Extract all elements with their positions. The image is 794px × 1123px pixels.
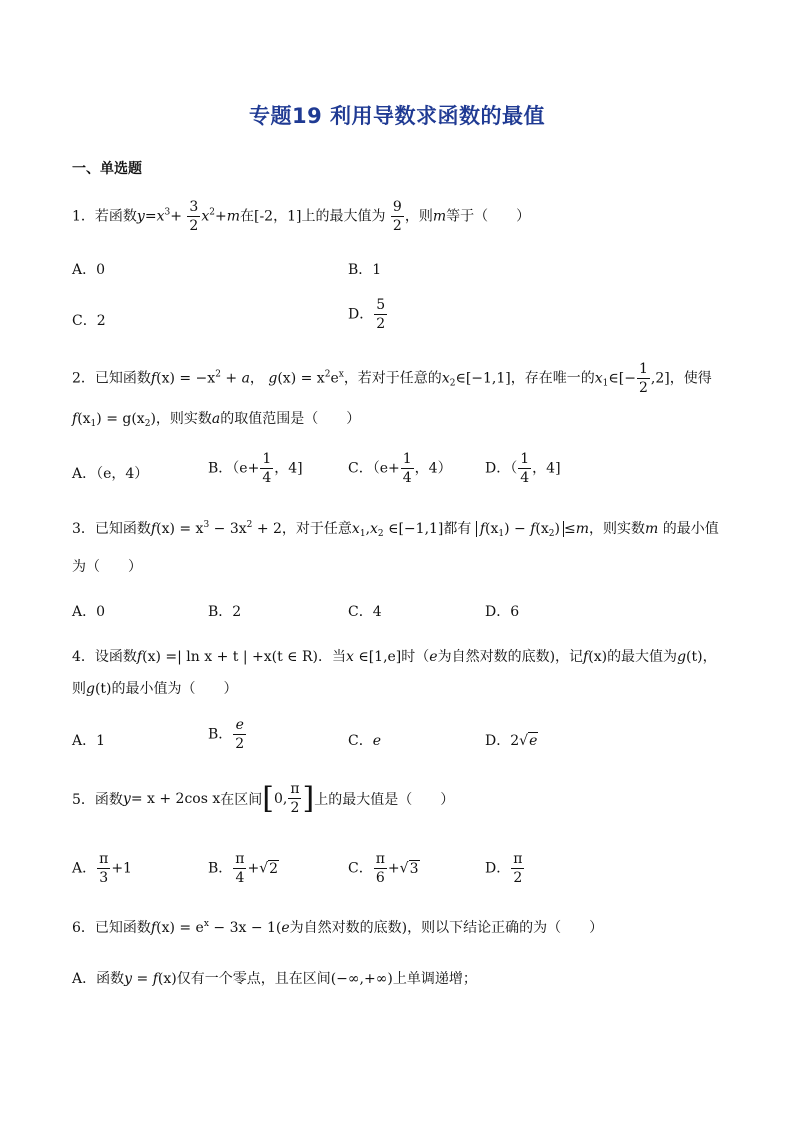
fraction: $\frac{3}{2}$	[189, 199, 199, 234]
question-4-line-2: 则g(t)的最小值为（ ）	[72, 681, 238, 697]
q1-option-b: B．1	[348, 262, 382, 278]
question-5: 5．函数 y = x + 2cos x 在区间 [ 0, $\frac{\pi}{2}$ ] 上的最大值是（ ）	[72, 780, 455, 816]
q5-option-d: D． $\frac{\pi}{2}$	[485, 851, 523, 886]
q5-option-a: A． $\frac{\pi}{3}$ +1	[72, 851, 132, 886]
q6-option-a: A．函数y = f(x)仅有一个零点，且在区间(−∞,+∞)上单调递增；	[72, 971, 477, 987]
question-3-line-1: 3．已知函数$f(x) = x^3 - 3x^2 + 2$，对于任意$x_1,x_2$ ∈[−1,1]都有 $f(x_1) - f(x_2) \le m$，则实数m 的最小值	[72, 520, 719, 539]
q4-option-b: B． $\frac{e}{2}$	[208, 717, 245, 752]
fraction: $\frac{9}{2}$	[392, 199, 402, 234]
page-title: 专题19 利用导数求函数的最值	[248, 104, 546, 128]
question-1: 1．若函数$y=x^3+$ $\frac{3}{2}$ $x^2+m$在[-2，1]上的最大值为 $\frac{9}{2}$ ，则m等于（ ）	[72, 199, 531, 234]
section-heading: 一、单选题	[72, 161, 142, 177]
q1-option-a: A．0	[72, 262, 106, 278]
q2-option-a: A．（e，4）	[72, 466, 149, 482]
q4-option-a: A．1	[72, 733, 106, 749]
q4-option-d: D．2√e	[485, 733, 538, 749]
q3-option-c: C．4	[348, 604, 382, 620]
q3-option-a: A．0	[72, 604, 106, 620]
question-2-line-1: 2．已知函数$f(x) = -x^2 + a$， $g(x) = x^2e^x$，若对于任意的$x_2\in[-1,1]$，存在唯一的$x_1\in[-$ $\frac{1}{2}$ ,2]，使得	[72, 361, 712, 396]
question-4-line-1: 4．设函数f(x) =| ln x + t | +x(t ∈ R)．当x ∈[1,e]时（e为自然对数的底数)，记f(x)的最大值为g(t)，	[72, 649, 717, 665]
question-2-line-2: $f(x_1) = g(x_2)$，则实数a的取值范围是（ ）	[72, 411, 361, 429]
q1-option-c: C．2	[72, 313, 106, 329]
question-3-line-2: 为（ ）	[72, 559, 142, 575]
q3-option-b: B．2	[208, 604, 242, 620]
q5-option-b: B． $\frac{\pi}{4}$ +√2	[208, 851, 279, 886]
q2-option-c: C．（e+ $\frac{1}{4}$ ，4）	[348, 451, 452, 486]
q2-option-b: B．（e+ $\frac{1}{4}$ ，4]	[208, 451, 303, 486]
q2-option-d: D．（ $\frac{1}{4}$ ，4]	[485, 451, 561, 486]
q4-option-c: C．e	[348, 733, 382, 749]
question-6: 6．已知函数$f(x) = e^x - 3x - 1(e$为自然对数的底数)，则以下结论正确的为（ ）	[72, 919, 604, 936]
q1-option-d: D． $\frac{5}{2}$	[348, 297, 386, 332]
q3-option-d: D．6	[485, 604, 520, 620]
q5-option-c: C． $\frac{\pi}{6}$ +√3	[348, 851, 419, 886]
